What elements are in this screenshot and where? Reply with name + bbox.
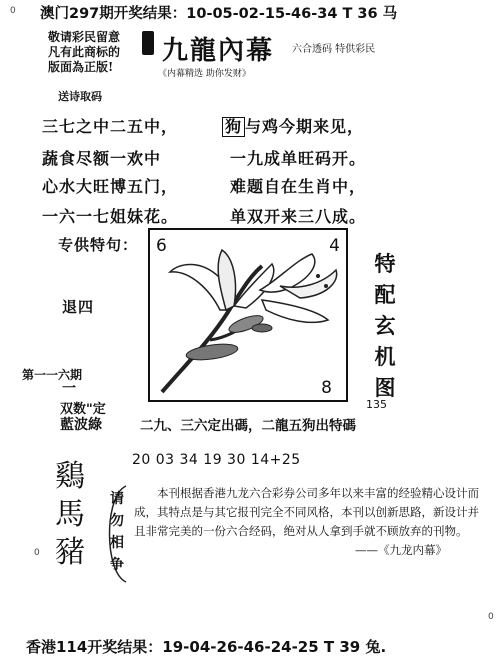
intro-text: 本刊根据香港九龙六合彩券公司多年以来丰富的经验精心设计而成，其特点是与其它报刊完全不同风格，本刊以创新思路，新设计并且非常完美的一份六合经码，绝对从人拿到手就不顾放弃的刊物。 <box>134 486 479 538</box>
side-mark: 0 <box>488 612 494 622</box>
brand-slogan: 六合透码 特供彩民 <box>292 44 376 55</box>
intro-paragraph <box>134 484 479 560</box>
vertical-title-char: 图 <box>374 375 396 400</box>
tui-si: 退四 <box>62 298 95 316</box>
poem-line <box>222 114 364 137</box>
macau-result: 澳门297期开奖结果：10-05-02-15-46-34 T 36 马 <box>40 6 398 22</box>
zodiac-char: 馬 <box>55 497 85 532</box>
vertical-title-char: 机 <box>374 344 396 369</box>
reminder-char: 相 <box>110 535 124 551</box>
special-label: 专供特句： <box>58 236 139 254</box>
issue-tip-line: 双数"定 <box>60 402 106 417</box>
vertical-title-char: 配 <box>374 282 396 307</box>
zodiac-char: 鷄 <box>55 459 85 494</box>
reminder-char: 争 <box>110 557 124 573</box>
poem-line: 一九成单旺码开。 <box>230 149 367 168</box>
poem-fragment: 与鸡今期来见， <box>245 117 365 136</box>
poem-line: 一六一七姐妹花。 <box>42 207 179 226</box>
picture-number-tl: 6 <box>156 236 167 256</box>
brand-title: 九龍內幕 <box>162 36 275 66</box>
prediction-banner: 二九、三六定出碼，二龍五狗出特碼 <box>140 418 356 434</box>
notice-line: 版面為正版! <box>48 60 114 74</box>
notice-line: 凡有此商标的 <box>48 45 121 59</box>
vertical-title-char: 特 <box>374 251 396 276</box>
highlighted-zodiac: 狗 <box>222 117 245 137</box>
brand-block <box>140 30 390 82</box>
flower-branch-icon <box>150 230 346 400</box>
notice-line: 敬请彩民留意 <box>48 30 121 44</box>
picture-number-tr: 4 <box>329 236 340 256</box>
poem-line: 蔬食尽额一欢中 <box>42 149 162 168</box>
zodiac-char: 豬 <box>55 535 85 570</box>
vertical-title-char: 玄 <box>374 313 396 338</box>
reminder-vertical <box>110 488 128 576</box>
poem-line: 单双开来三八成。 <box>230 207 367 226</box>
page-mark: 0 <box>10 6 16 16</box>
picture-code: 135 <box>366 398 387 411</box>
reminder-char: 请 <box>110 491 124 507</box>
poem-line: 心水大旺博五门， <box>42 177 179 196</box>
intro-signature: ——《九龙内幕》 <box>355 543 447 557</box>
authenticity-notice <box>48 30 120 75</box>
lucky-numbers: 20 03 34 19 30 14+25 <box>132 452 301 468</box>
side-mark: 0 <box>34 548 40 558</box>
poem-line: 三七之中二五中， <box>42 117 179 136</box>
hk-result: 香港114开奖结果：19-04-26-46-24-25 T 39 兔. <box>26 638 387 656</box>
zodiac-list <box>52 458 88 572</box>
poem-line: 难题自在生肖中， <box>230 177 367 196</box>
issue-dash: 一 <box>62 381 76 397</box>
riddle-picture <box>148 228 348 402</box>
issue-tip-line: 藍波綠 <box>60 417 102 433</box>
reminder-char: 勿 <box>110 513 124 529</box>
gift-label: 送诗取码 <box>58 90 102 103</box>
picture-number-br: 8 <box>321 378 332 398</box>
issue-label: 第一一六期 <box>22 368 83 382</box>
vertical-title <box>372 248 398 403</box>
brand-subtitle: 《内幕精选 助你发财》 <box>158 69 251 79</box>
